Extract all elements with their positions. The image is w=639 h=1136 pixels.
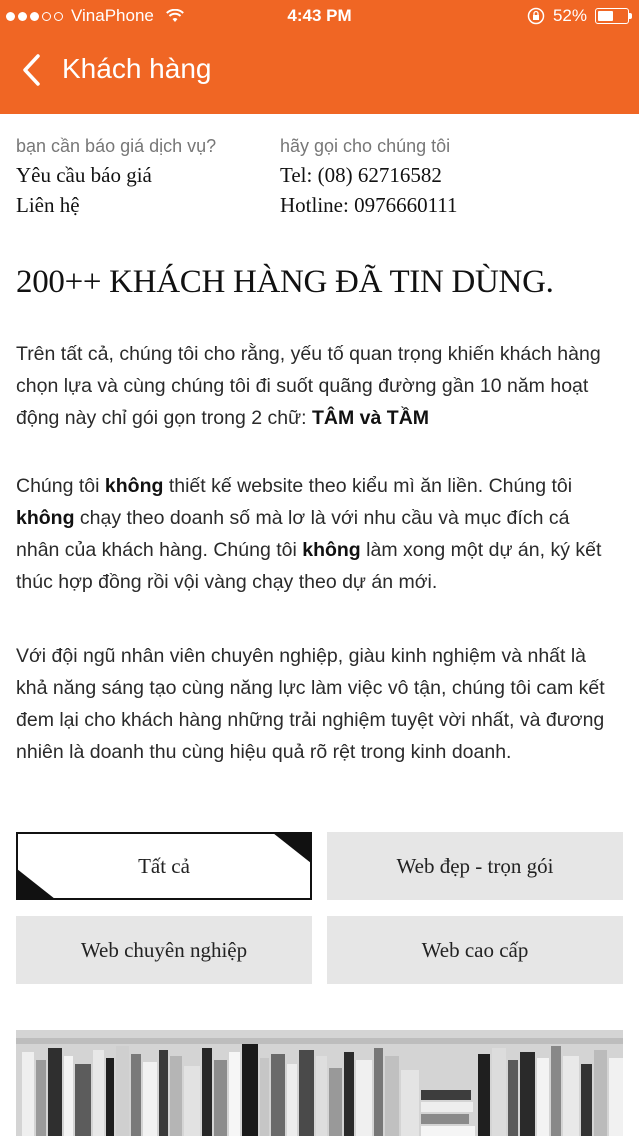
filter-all-button[interactable] — [16, 832, 312, 900]
call-column — [280, 132, 458, 220]
bookshelf-image — [16, 1030, 623, 1136]
filter-web-professional-button[interactable] — [16, 916, 312, 984]
corner-decoration-icon — [17, 869, 55, 899]
filter-web-premium-button[interactable] — [327, 916, 623, 984]
quote-column — [16, 132, 216, 220]
page-title: Khách hàng — [62, 53, 212, 84]
contact-link[interactable]: Liên hệ — [16, 193, 80, 217]
emphasis-tam-tam: TÂM và TẦM — [312, 407, 430, 429]
rotation-lock-icon — [527, 7, 545, 25]
chevron-left-icon[interactable] — [20, 52, 44, 88]
corner-decoration-icon — [273, 833, 311, 863]
paragraph-1: Trên tất cả, chúng tôi cho rằng, yếu tố quan trọng khiến khách hàng chọn lựa và cùng chúng tôi đi suốt quãng đường gần 10 năm hoạt động này chỉ gói gọn trong 2 chữ: TÂM và TẦM — [16, 343, 601, 429]
portfolio-filters — [16, 832, 623, 984]
carrier-name: VinaPhone — [71, 6, 154, 25]
app-header — [0, 0, 639, 114]
filter-web-package-label: Web đẹp - trọn gói — [396, 853, 554, 878]
filter-all-label: Tất cả — [138, 853, 190, 878]
status-time: 4:43 PM — [287, 6, 352, 25]
quote-hint: bạn cần báo giá dịch vụ? — [16, 136, 217, 156]
filter-web-professional-label: Web chuyên nghiệp — [80, 937, 248, 962]
status-right — [527, 6, 629, 26]
request-quote-link[interactable]: Yêu cầu báo giá — [16, 163, 152, 187]
paragraph-2: Chúng tôi không thiết kế website theo kiểu mì ăn liền. Chúng tôi không chạy theo doanh số mà lơ là với nhu cầu và mục đích cá nhân của khách hàng. Chúng tôi không làm xong một dự án, ký kết thúc hợp đồng rồi vội vàng chạy theo dự án mới. — [16, 475, 602, 593]
status-bar — [0, 0, 639, 34]
filter-web-package-button[interactable] — [327, 832, 623, 900]
filter-web-premium-label: Web cao cấp — [421, 937, 529, 962]
nav-bar — [0, 34, 639, 114]
call-hint: hãy gọi cho chúng tôi — [280, 136, 451, 156]
section-headline: 200++ KHÁCH HÀNG ĐÃ TIN DÙNG. — [16, 264, 554, 300]
hotline-link[interactable]: Hotline: 0976660111 — [280, 193, 458, 217]
battery-percent: 52% — [552, 6, 587, 25]
paragraph-3: Với đội ngũ nhân viên chuyên nghiệp, giàu kinh nghiệm và nhất là khả năng sáng tạo cùng năng lực làm việc vô tận, chúng tôi cam kết đem lại cho khách hàng những trải nghiệm tuyệt vời nhất, và đương nhiên là doanh thu cùng hiệu quả rõ rệt trong kinh doanh. — [16, 645, 605, 763]
tel-link[interactable]: Tel: (08) 62716582 — [280, 163, 442, 187]
battery-icon — [595, 8, 629, 24]
bookshelf-illustration — [16, 1030, 623, 1136]
